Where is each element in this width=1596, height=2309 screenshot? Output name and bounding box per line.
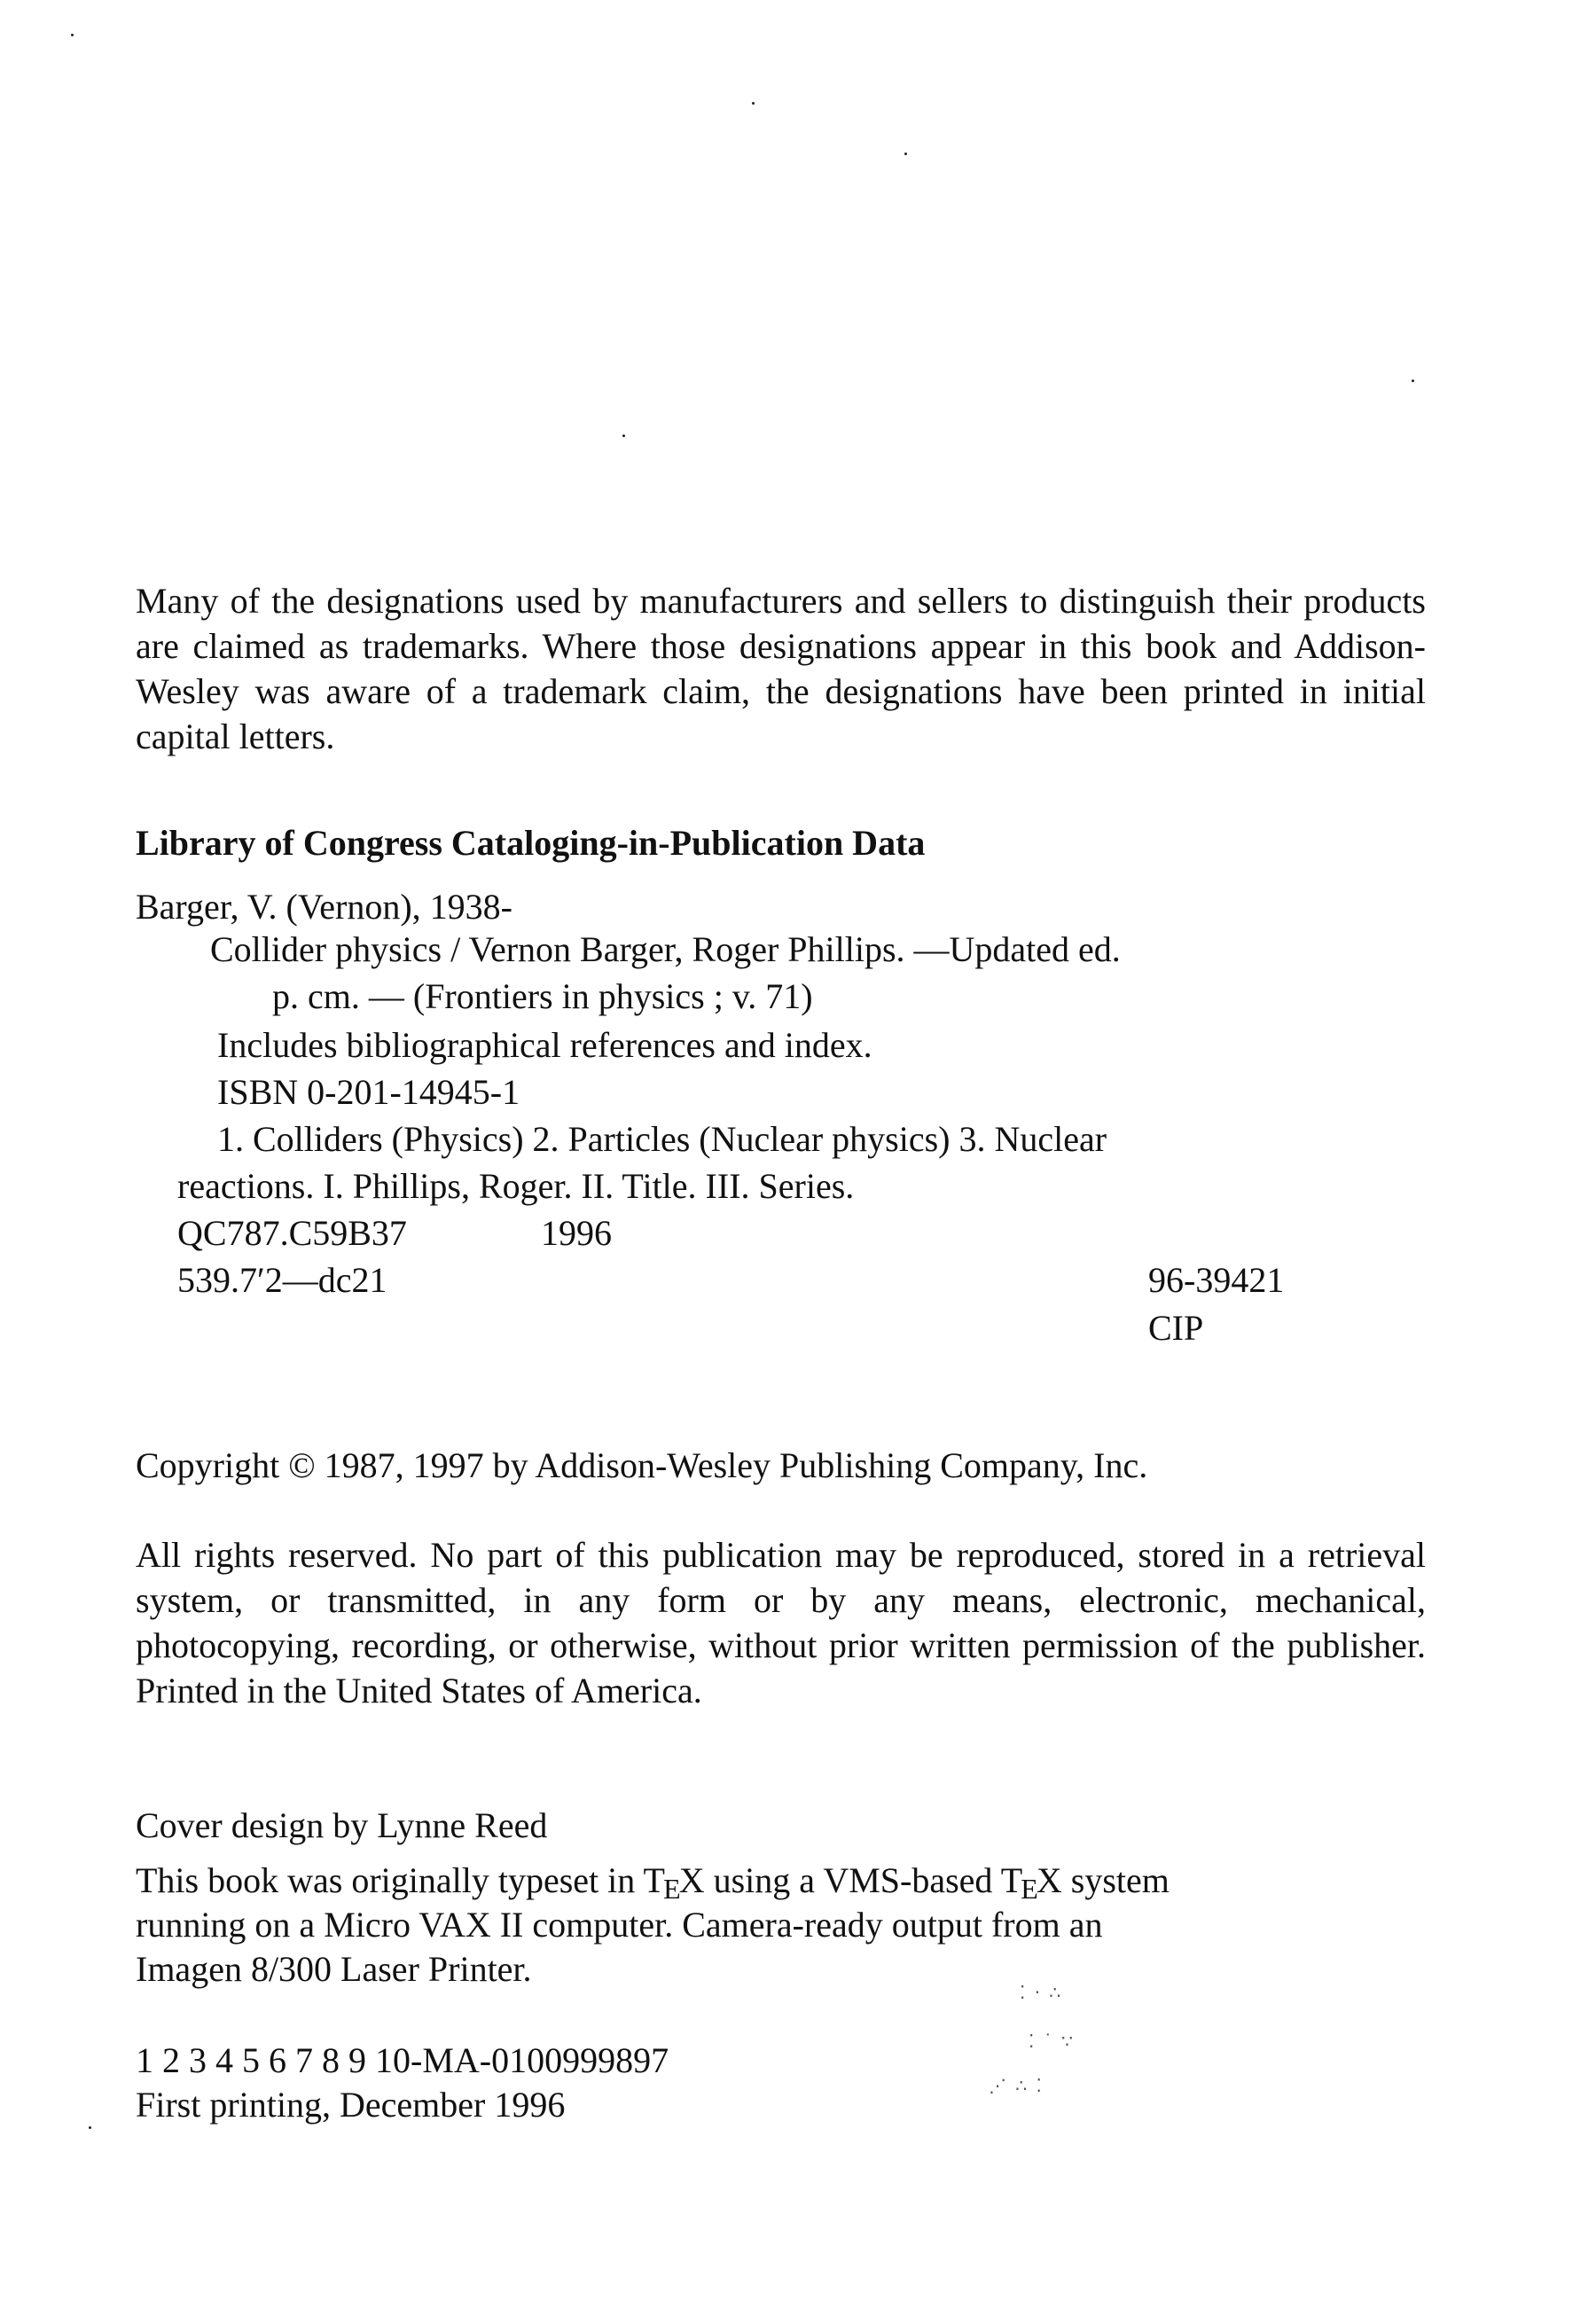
typeset-text-1: This book was originally typeset in xyxy=(136,1860,644,1900)
cip-lc-class: QC787.C59B37 xyxy=(177,1213,407,1253)
cip-physical-description: p. cm. — (Frontiers in physics ; v. 71) xyxy=(272,976,813,1016)
cover-design-credit: Cover design by Lynne Reed xyxy=(136,1805,548,1845)
cip-dewey: 539.7′2—dc21 xyxy=(177,1260,387,1300)
typeset-line-2: running on a Micro VAX II computer. Camera-ready output from an xyxy=(136,1905,1103,1945)
copyright-line: Copyright © 1987, 1997 by Addison-Wesley Publishing Company, Inc. xyxy=(136,1445,1148,1485)
cip-title-line: Collider physics / Vernon Barger, Roger Phillips. —Updated ed. xyxy=(210,929,1121,969)
scan-speck xyxy=(904,153,907,155)
tex-logo-e: E xyxy=(1021,1873,1038,1906)
cip-subjects-line-1: 1. Colliders (Physics) 2. Particles (Nuclear physics) 3. Nuclear xyxy=(217,1119,1107,1159)
scan-speck xyxy=(1412,380,1414,382)
tex-logo xyxy=(1000,1860,1062,1906)
trademark-notice: Many of the designations used by manufacturers and sellers to distinguish their products are claimed as trademarks. Where those designations appear in this book and Addison-Wesley was aware of a trademark claim, the designations have been printed in initial capital letters. xyxy=(136,581,1426,756)
rights-reserved-notice: All rights reserved. No part of this publication may be reproduced, stored in a retrieval system, or transmitted, in any form or by any means, electronic, mechanical, photocopying, recording, or otherwise, without prior written permission of the publisher. Printed in the United States of America. xyxy=(136,1535,1426,1710)
first-printing-line: First printing, December 1996 xyxy=(136,2085,566,2125)
cip-lccn: 96-39421 xyxy=(1148,1260,1285,1300)
printing-number-line: 1 2 3 4 5 6 7 8 9 10-MA-0100999897 xyxy=(136,2040,669,2080)
tex-logo-t: T xyxy=(643,1860,665,1900)
scan-smudge: ⁚ ˙ ∵ xyxy=(1029,2031,1075,2052)
scan-speck xyxy=(752,102,755,105)
scan-speck xyxy=(622,434,625,437)
typeset-text-3: system xyxy=(1061,1860,1170,1900)
tex-logo-e: E xyxy=(663,1873,681,1906)
tex-logo xyxy=(643,1860,705,1906)
tex-logo-x: X xyxy=(678,1860,705,1900)
scan-smudge: ⁚ · ∴ xyxy=(1020,1982,1063,2003)
tex-logo-x: X xyxy=(1036,1860,1062,1900)
cip-subjects-line-2: reactions. I. Phillips, Roger. II. Title. III. Series. xyxy=(177,1166,855,1206)
scan-speck xyxy=(71,34,74,36)
cip-heading: Library of Congress Cataloging-in-Publication Data xyxy=(136,823,926,863)
typeset-line-3: Imagen 8/300 Laser Printer. xyxy=(136,1949,532,1989)
typeset-text-2: using a VMS-based xyxy=(704,1860,1001,1900)
cip-notes: Includes bibliographical references and index. xyxy=(217,1025,872,1065)
tex-logo-t: T xyxy=(1000,1860,1023,1900)
scan-smudge: ⋰ ∴ ⁚ xyxy=(989,2075,1044,2096)
typeset-line-1 xyxy=(136,1858,1170,1906)
scan-speck xyxy=(89,2126,91,2129)
cip-lc-year: 1996 xyxy=(541,1213,612,1253)
cip-tag: CIP xyxy=(1148,1308,1204,1348)
cip-author: Barger, V. (Vernon), 1938- xyxy=(136,887,512,927)
cip-isbn: ISBN 0-201-14945-1 xyxy=(217,1072,520,1112)
